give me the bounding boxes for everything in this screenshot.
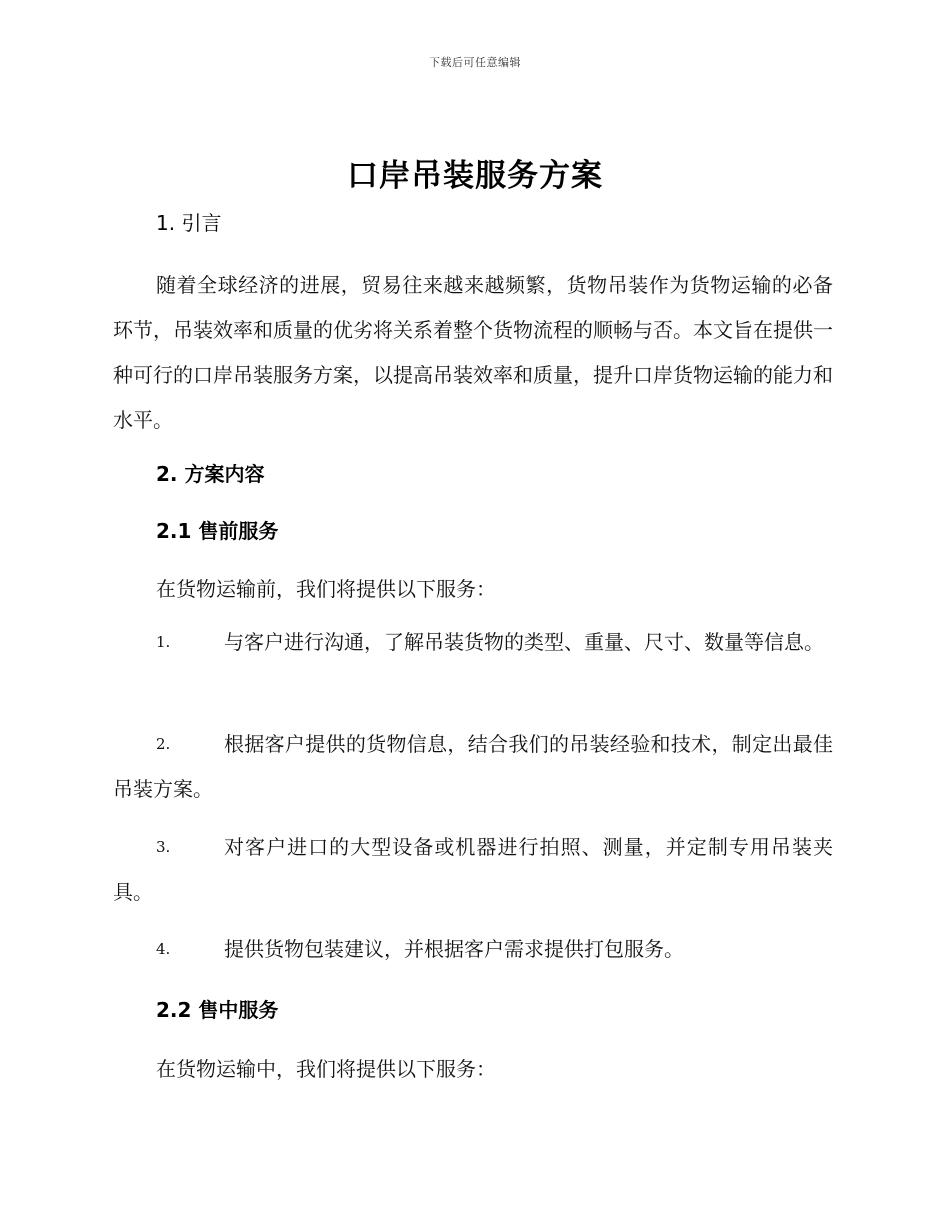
section-2-2-heading: 2.2 售中服务 bbox=[156, 998, 279, 1022]
list-item bbox=[113, 927, 833, 972]
section-2-heading: 2. 方案内容 bbox=[156, 462, 265, 486]
list-item-number: 1. bbox=[156, 633, 171, 651]
list-item-text: 对客户进口的大型设备或机器进行拍照、测量，并定制专用吊装夹具。 bbox=[113, 835, 833, 904]
document-title: 口岸吊装服务方案 bbox=[347, 158, 603, 194]
list-item-number: 2. bbox=[156, 735, 171, 753]
list-item bbox=[113, 825, 833, 915]
list-item bbox=[113, 620, 833, 665]
list-item-number: 3. bbox=[156, 838, 171, 856]
page-header-note: 下载后可任意编辑 bbox=[429, 56, 521, 69]
list-item bbox=[113, 722, 833, 812]
list-item-number: 4. bbox=[156, 940, 171, 958]
section-1-heading: 1. 引言 bbox=[156, 211, 222, 235]
section-2-1-intro: 在货物运输前，我们将提供以下服务： bbox=[156, 577, 496, 601]
list-item-text: 提供货物包装建议，并根据客户需求提供打包服务。 bbox=[224, 937, 684, 961]
list-item-text: 根据客户提供的货物信息，结合我们的吊装经验和技术，制定出最佳吊装方案。 bbox=[113, 732, 833, 801]
section-2-1-heading: 2.1 售前服务 bbox=[156, 519, 279, 543]
list-item-text: 与客户进行沟通，了解吊装货物的类型、重量、尺寸、数量等信息。 bbox=[224, 630, 824, 654]
section-2-2-intro: 在货物运输中，我们将提供以下服务： bbox=[156, 1057, 496, 1081]
section-1-paragraph: 随着全球经济的进展，贸易往来越来越频繁，货物吊装作为货物运输的必备环节，吊装效率和质量的优劣将关系着整个货物流程的顺畅与否。本文旨在提供一种可行的口岸吊装服务方案，以提高吊装效率和质量，提升口岸货物运输的能力和水平。 bbox=[113, 273, 833, 432]
